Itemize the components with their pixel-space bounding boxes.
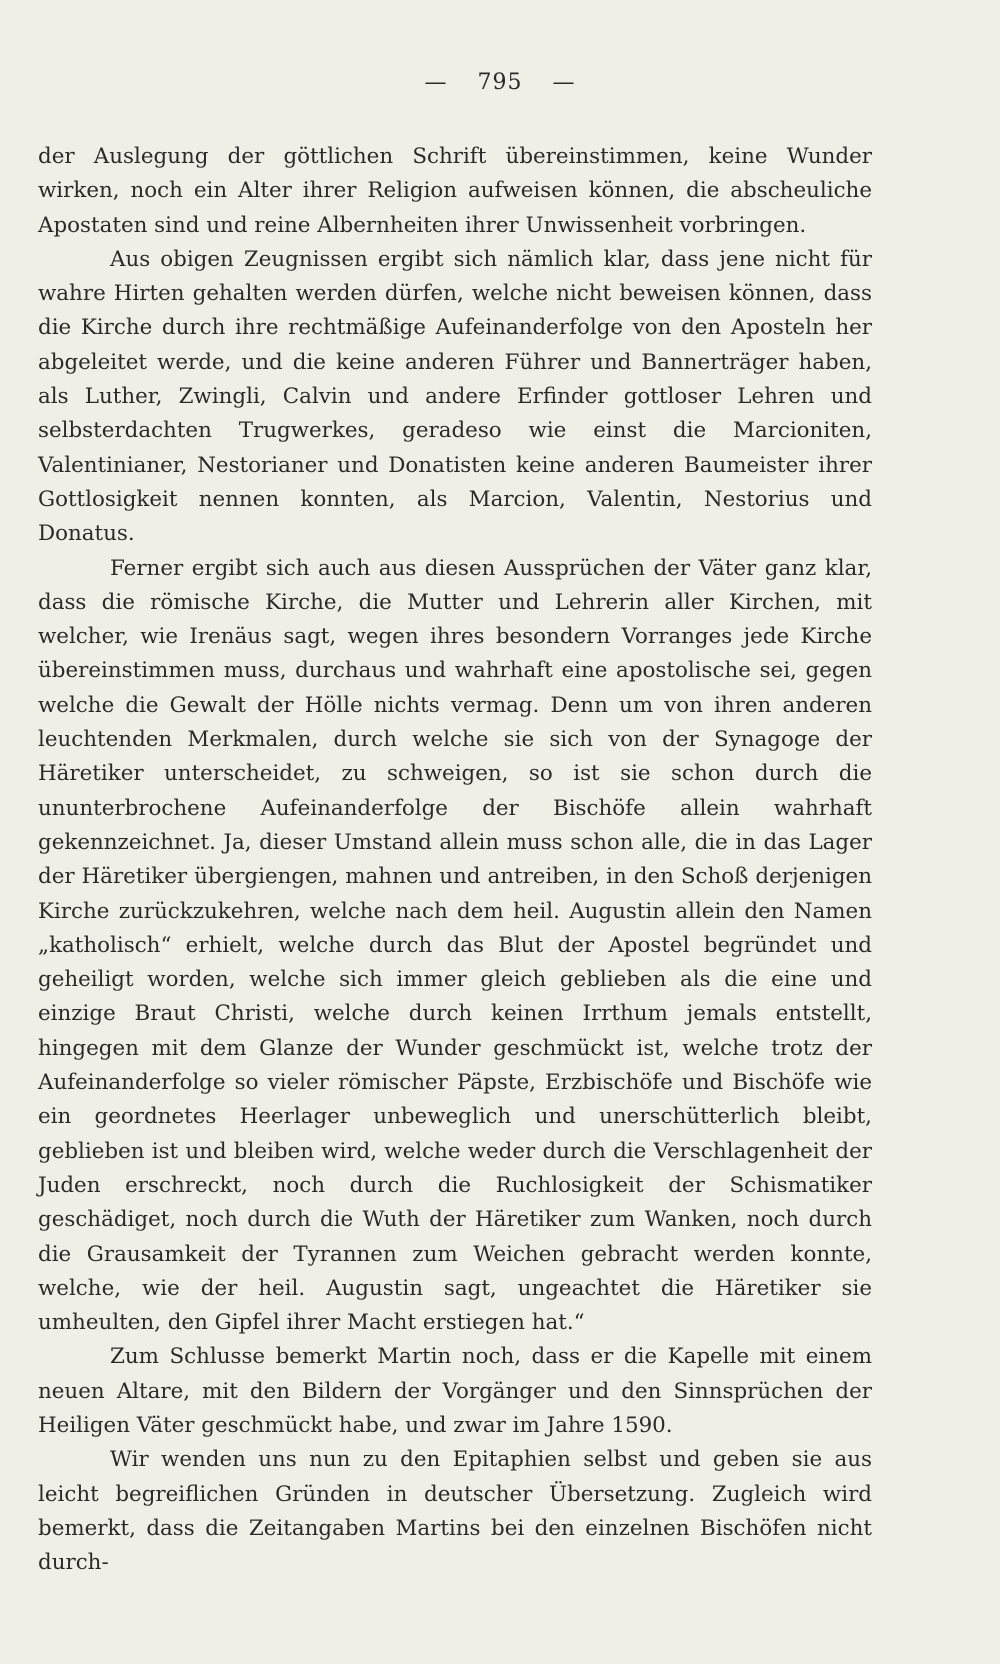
body-text bbox=[38, 140, 872, 1580]
paragraph: Ferner ergibt sich auch aus diesen Aussprüchen der Väter ganz klar, dass die römische Kirche, die Mutter und Lehrerin aller Kirchen, mit welcher, wie Irenäus sagt, wegen ihres besondern Vorranges jede Kirche übereinstimmen muss, durchaus und wahrhaft eine apostolische sei, gegen welche die Gewalt der Hölle nichts vermag. Denn um von ihren anderen leuchtenden Merkmalen, durch welche sie sich von der Synagoge der Häretiker unterscheidet, zu schweigen, so ist sie schon durch die ununterbrochene Aufeinanderfolge der Bischöfe allein wahrhaft gekennzeichnet. Ja, dieser Umstand allein muss schon alle, die in das Lager der Häretiker übergiengen, mahnen und antreiben, in den Schoß derjenigen Kirche zurückzukehren, welche nach dem heil. Augustin allein den Namen „katholisch“ erhielt, welche durch das Blut der Apostel begründet und geheiligt worden, welche sich immer gleich geblieben als die eine und einzige Braut Christi, welche durch keinen Irrthum jemals entstellt, hingegen mit dem Glanze der Wunder geschmückt ist, welche trotz der Aufeinanderfolge so vieler römischer Päpste, Erzbischöfe und Bischöfe wie ein geordnetes Heerlager unbeweglich und unerschütterlich bleibt, geblieben ist und bleiben wird, welche weder durch die Verschlagenheit der Juden erschreckt, noch durch die Ruchlosigkeit der Schismatiker geschädiget, noch durch die Wuth der Häretiker zum Wanken, noch durch die Grausamkeit der Tyrannen zum Weichen gebracht werden konnte, welche, wie der heil. Augustin sagt, ungeachtet die Häretiker sie umheulten, den Gipfel ihrer Macht erstiegen hat.“ bbox=[38, 555, 872, 1336]
paragraph: Aus obigen Zeugnissen ergibt sich nämlich klar, dass jene nicht für wahre Hirten gehalten werden dürfen, welche nicht beweisen können, dass die Kirche durch ihre rechtmäßige Aufeinanderfolge von den Aposteln her abgeleitet werde, und die keine anderen Führer und Bannerträger haben, als Luther, Zwingli, Calvin und andere Erfinder gottloser Lehren und selbsterdachten Trugwerkes, geradeso wie einst die Marcioniten, Valentinianer, Nestorianer und Donatisten keine anderen Baumeister ihrer Gottlosigkeit nennen konnten, als Marcion, Valentin, Nestorius und Donatus. bbox=[38, 246, 872, 547]
header-dash-left: — bbox=[424, 70, 448, 95]
paragraph: Wir wenden uns nun zu den Epitaphien selbst und geben sie aus leicht begreiflichen Gründen in deutscher Übersetzung. Zugleich wird bemerkt, dass die Zeitangaben Martins bei den einzelnen Bischöfen nicht durch- bbox=[38, 1447, 872, 1576]
header-dash-right: — bbox=[552, 70, 576, 95]
page-header bbox=[128, 68, 872, 98]
paragraph-continuation: der Auslegung der göttlichen Schrift übereinstimmen, keine Wunder wirken, noch ein Alter ihrer Religion aufweisen können, die abscheuliche Apostaten sind und reine Albernheiten ihrer Unwissenheit vorbringen. bbox=[38, 144, 872, 238]
page-number: 795 bbox=[477, 70, 523, 95]
paragraph: Zum Schlusse bemerkt Martin noch, dass er die Kapelle mit einem neuen Altare, mit den Bildern der Vorgänger und den Sinnsprüchen der Heiligen Väter geschmückt habe, und zwar im Jahre 1590. bbox=[38, 1344, 872, 1438]
